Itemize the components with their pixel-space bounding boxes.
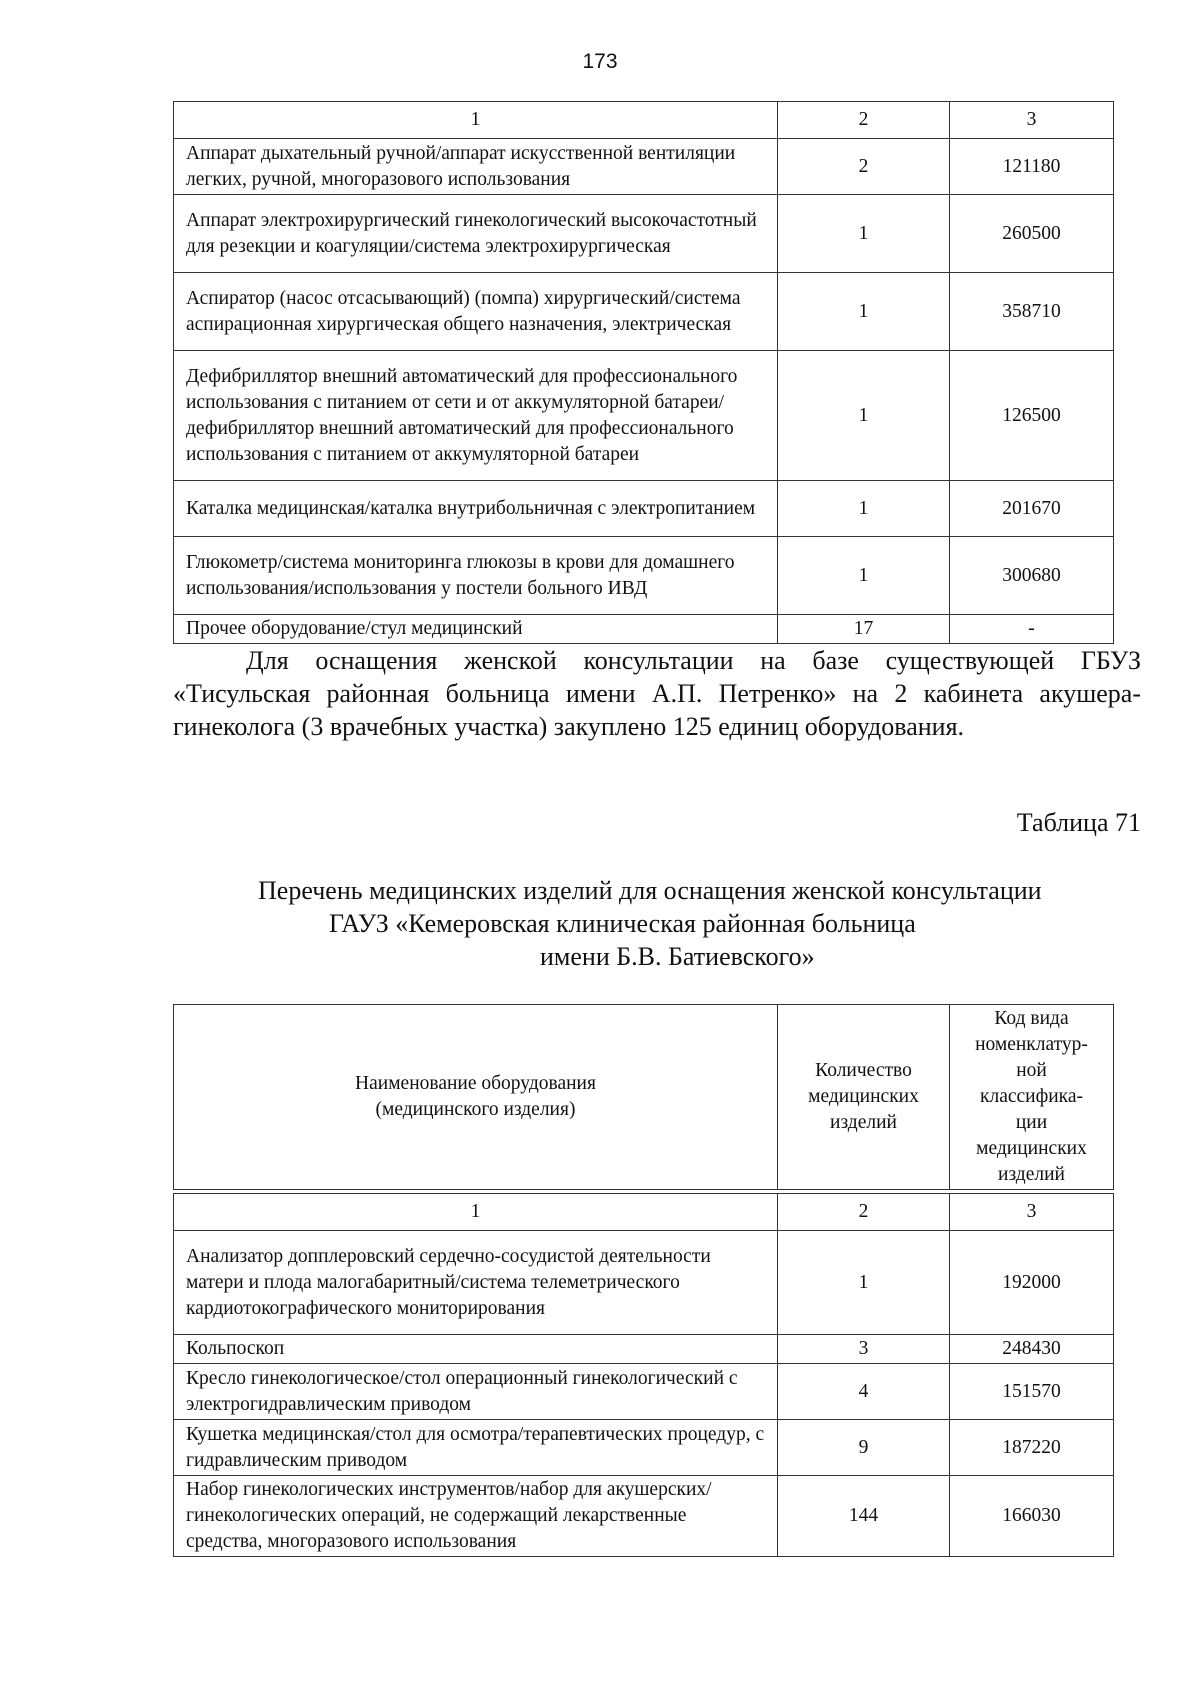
item-quantity: 1: [778, 195, 950, 273]
table-row: [174, 1335, 1114, 1364]
table-row: [174, 615, 1114, 644]
item-code: 201670: [950, 481, 1114, 537]
table-row: [174, 537, 1114, 615]
item-name: Аппарат дыхательный ручной/аппарат искусственной вентиляции легких, ручной, многоразового использования: [174, 139, 778, 195]
table-row: [174, 1364, 1114, 1420]
item-name: Набор гинекологических инструментов/набор для акушерских/гинекологических операций, не содержащий лекарственные средства, многоразового использования: [174, 1476, 778, 1557]
item-quantity: 1: [778, 537, 950, 615]
table-row: [174, 1420, 1114, 1476]
table-index-row: [174, 102, 1114, 139]
table-header-row: [174, 1005, 1114, 1190]
item-quantity: 1: [778, 481, 950, 537]
item-quantity: 144: [778, 1476, 950, 1557]
column-index: 2: [778, 102, 950, 139]
item-name: Дефибриллятор внешний автоматический для профессионального использования с питанием от сети и от аккумуляторной батареи/дефибриллятор внешний автоматический для профессионального использования с питанием от аккумуляторной батареи: [174, 351, 778, 481]
item-name: Аппарат электрохирургический гинекологический высокочастотный для резекции и коагуляции/система электрохирургическая: [174, 195, 778, 273]
equipment-table-continued: [173, 101, 1114, 644]
page-number: 173: [582, 50, 618, 73]
column-index: 3: [950, 102, 1114, 139]
item-code: 126500: [950, 351, 1114, 481]
item-quantity: 2: [778, 139, 950, 195]
item-code: -: [950, 615, 1114, 644]
item-quantity: 9: [778, 1420, 950, 1476]
item-quantity: 3: [778, 1335, 950, 1364]
table-title-line: имени Б.В. Батиевского»: [540, 942, 815, 971]
table-row: [174, 351, 1114, 481]
table-index-row: [174, 1194, 1114, 1231]
item-name: Анализатор допплеровский сердечно-сосудистой деятельности матери и плода малогабаритный/система телеметрического кардиотокографического мониторирования: [174, 1231, 778, 1335]
item-code: 300680: [950, 537, 1114, 615]
table-row: [174, 195, 1114, 273]
item-quantity: 1: [778, 273, 950, 351]
item-code: 358710: [950, 273, 1114, 351]
column-index: 1: [174, 102, 778, 139]
item-code: 248430: [950, 1335, 1114, 1364]
column-index: 3: [950, 1194, 1114, 1231]
item-code: 260500: [950, 195, 1114, 273]
header-name: Наименование оборудования (медицинского изделия): [174, 1005, 778, 1190]
table-row: [174, 139, 1114, 195]
item-quantity: 1: [778, 1231, 950, 1335]
item-quantity: 1: [778, 351, 950, 481]
column-index: 2: [778, 1194, 950, 1231]
item-code: 151570: [950, 1364, 1114, 1420]
equipment-table-header: [173, 1004, 1114, 1190]
table-title-line: ГАУЗ «Кемеровская клиническая районная больница: [329, 909, 916, 938]
header-quantity: Количество медицинских изделий: [778, 1005, 950, 1190]
item-code: 192000: [950, 1231, 1114, 1335]
item-name: Кресло гинекологическое/стол операционный гинекологический с электрогидравлическим приводом: [174, 1364, 778, 1420]
item-code: 166030: [950, 1476, 1114, 1557]
item-name: Аспиратор (насос отсасывающий) (помпа) хирургический/система аспирационная хирургическая общего назначения, электрическая: [174, 273, 778, 351]
table-row: [174, 1231, 1114, 1335]
item-name: Глюкометр/система мониторинга глюкозы в крови для домашнего использования/использования у постели больного ИВД: [174, 537, 778, 615]
item-name: Кушетка медицинская/стол для осмотра/терапевтических процедур, с гидравлическим приводом: [174, 1420, 778, 1476]
equipment-table: [173, 1193, 1114, 1557]
table-row: [174, 1476, 1114, 1557]
item-quantity: 17: [778, 615, 950, 644]
header-code: Код вида номенклатур-ной классифика-ции медицинских изделий: [950, 1005, 1114, 1190]
item-name: Кольпоскоп: [174, 1335, 778, 1364]
item-quantity: 4: [778, 1364, 950, 1420]
item-code: 187220: [950, 1420, 1114, 1476]
table-row: [174, 481, 1114, 537]
item-code: 121180: [950, 139, 1114, 195]
item-name: Прочее оборудование/стул медицинский: [174, 615, 778, 644]
table-title-line: Перечень медицинских изделий для оснащения женской консультации: [258, 876, 1042, 905]
item-name: Каталка медицинская/каталка внутрибольничная с электропитанием: [174, 481, 778, 537]
body-paragraph: Для оснащения женской консультации на базе существующей ГБУЗ «Тисульская районная больница имени А.П. Петренко» на 2 кабинета акушера-гинеколога (3 врачебных участка) закуплено 125 единиц оборудования.: [173, 646, 1141, 741]
table-row: [174, 273, 1114, 351]
table-number-label: Таблица 71: [1016, 808, 1141, 837]
column-index: 1: [174, 1194, 778, 1231]
